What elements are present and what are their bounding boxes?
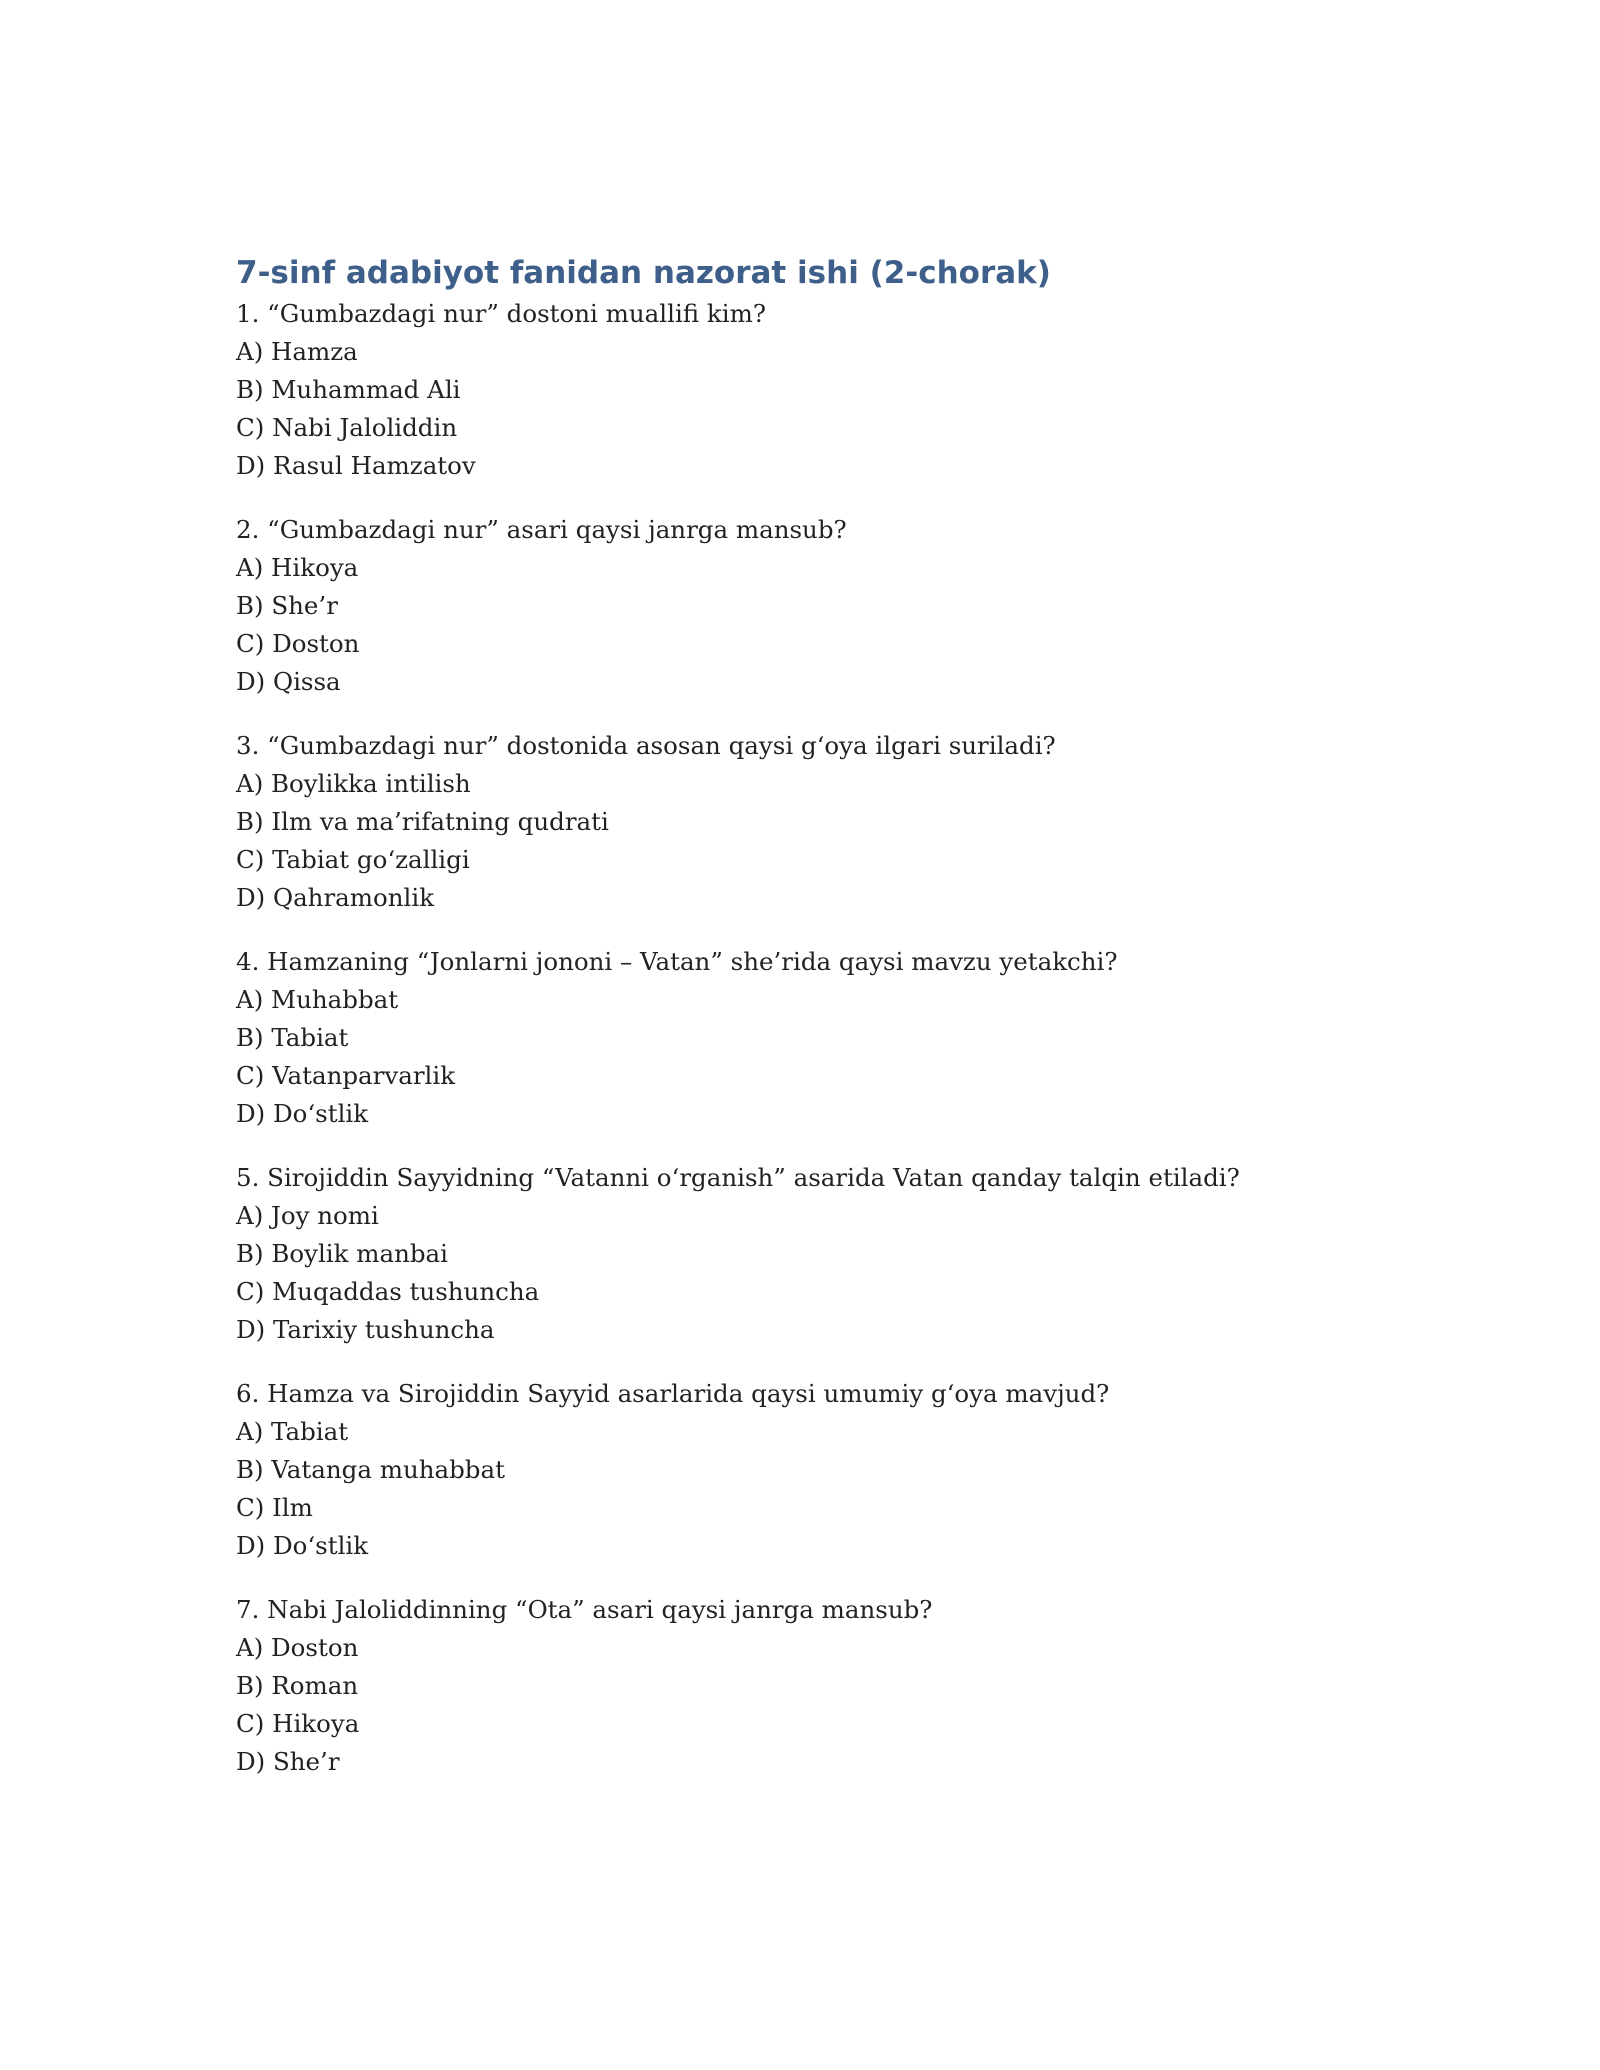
question-list xyxy=(236,295,1436,1781)
answer-option: A) Hikoya xyxy=(236,553,359,582)
answer-option: A) Tabiat xyxy=(236,1417,349,1446)
answer-option: D) Do‘stlik xyxy=(236,1099,369,1128)
answer-option: B) She’r xyxy=(236,591,338,620)
answer-option: A) Joy nomi xyxy=(236,1201,379,1230)
answer-option: C) Doston xyxy=(236,629,360,658)
answer-option: A) Boylikka intilish xyxy=(236,769,471,798)
question-block-2 xyxy=(236,511,1436,701)
answer-option: D) Qahramonlik xyxy=(236,883,435,912)
answer-option: A) Hamza xyxy=(236,337,358,366)
question-block-3 xyxy=(236,727,1436,917)
question-block-7 xyxy=(236,1591,1436,1781)
answer-option: B) Muhammad Ali xyxy=(236,375,461,404)
question-text: 4. Hamzaning “Jonlarni jononi – Vatan” she’rida qaysi mavzu yetakchi? xyxy=(236,947,1118,976)
answer-option: D) Do‘stlik xyxy=(236,1531,369,1560)
answer-options xyxy=(236,1629,1436,1781)
question-block-1 xyxy=(236,295,1436,485)
answer-option: D) Tarixiy tushuncha xyxy=(236,1315,495,1344)
answer-option: C) Ilm xyxy=(236,1493,313,1522)
answer-options xyxy=(236,1413,1436,1565)
answer-option: B) Tabiat xyxy=(236,1023,349,1052)
answer-options xyxy=(236,333,1436,485)
question-text: 6. Hamza va Sirojiddin Sayyid asarlarida qaysi umumiy g‘oya mavjud? xyxy=(236,1379,1110,1408)
answer-option: C) Tabiat go‘zalligi xyxy=(236,845,470,874)
page-title: 7-sinf adabiyot fanidan nazorat ishi (2-chorak) xyxy=(236,255,1051,291)
answer-options xyxy=(236,549,1436,701)
answer-option: B) Roman xyxy=(236,1671,359,1700)
question-text: 1. “Gumbazdagi nur” dostoni muallifi kim? xyxy=(236,299,766,328)
answer-option: B) Boylik manbai xyxy=(236,1239,448,1268)
question-block-4 xyxy=(236,943,1436,1133)
answer-options xyxy=(236,1197,1436,1349)
answer-option: C) Nabi Jaloliddin xyxy=(236,413,458,442)
answer-options xyxy=(236,765,1436,917)
answer-option: D) She’r xyxy=(236,1747,340,1776)
question-block-5 xyxy=(236,1159,1436,1349)
answer-option: D) Rasul Hamzatov xyxy=(236,451,476,480)
question-block-6 xyxy=(236,1375,1436,1565)
answer-option: C) Vatanparvarlik xyxy=(236,1061,456,1090)
answer-option: A) Muhabbat xyxy=(236,985,399,1014)
answer-option: C) Hikoya xyxy=(236,1709,360,1738)
question-text: 3. “Gumbazdagi nur” dostonida asosan qaysi g‘oya ilgari suriladi? xyxy=(236,731,1056,760)
answer-option: B) Ilm va ma’rifatning qudrati xyxy=(236,807,609,836)
answer-option: A) Doston xyxy=(236,1633,359,1662)
document-content xyxy=(236,251,1436,1807)
answer-option: C) Muqaddas tushuncha xyxy=(236,1277,540,1306)
answer-options xyxy=(236,981,1436,1133)
question-text: 2. “Gumbazdagi nur” asari qaysi janrga mansub? xyxy=(236,515,847,544)
question-text: 5. Sirojiddin Sayyidning “Vatanni o‘rganish” asarida Vatan qanday talqin etiladi? xyxy=(236,1163,1240,1192)
answer-option: D) Qissa xyxy=(236,667,341,696)
answer-option: B) Vatanga muhabbat xyxy=(236,1455,505,1484)
question-text: 7. Nabi Jaloliddinning “Ota” asari qaysi janrga mansub? xyxy=(236,1595,933,1624)
